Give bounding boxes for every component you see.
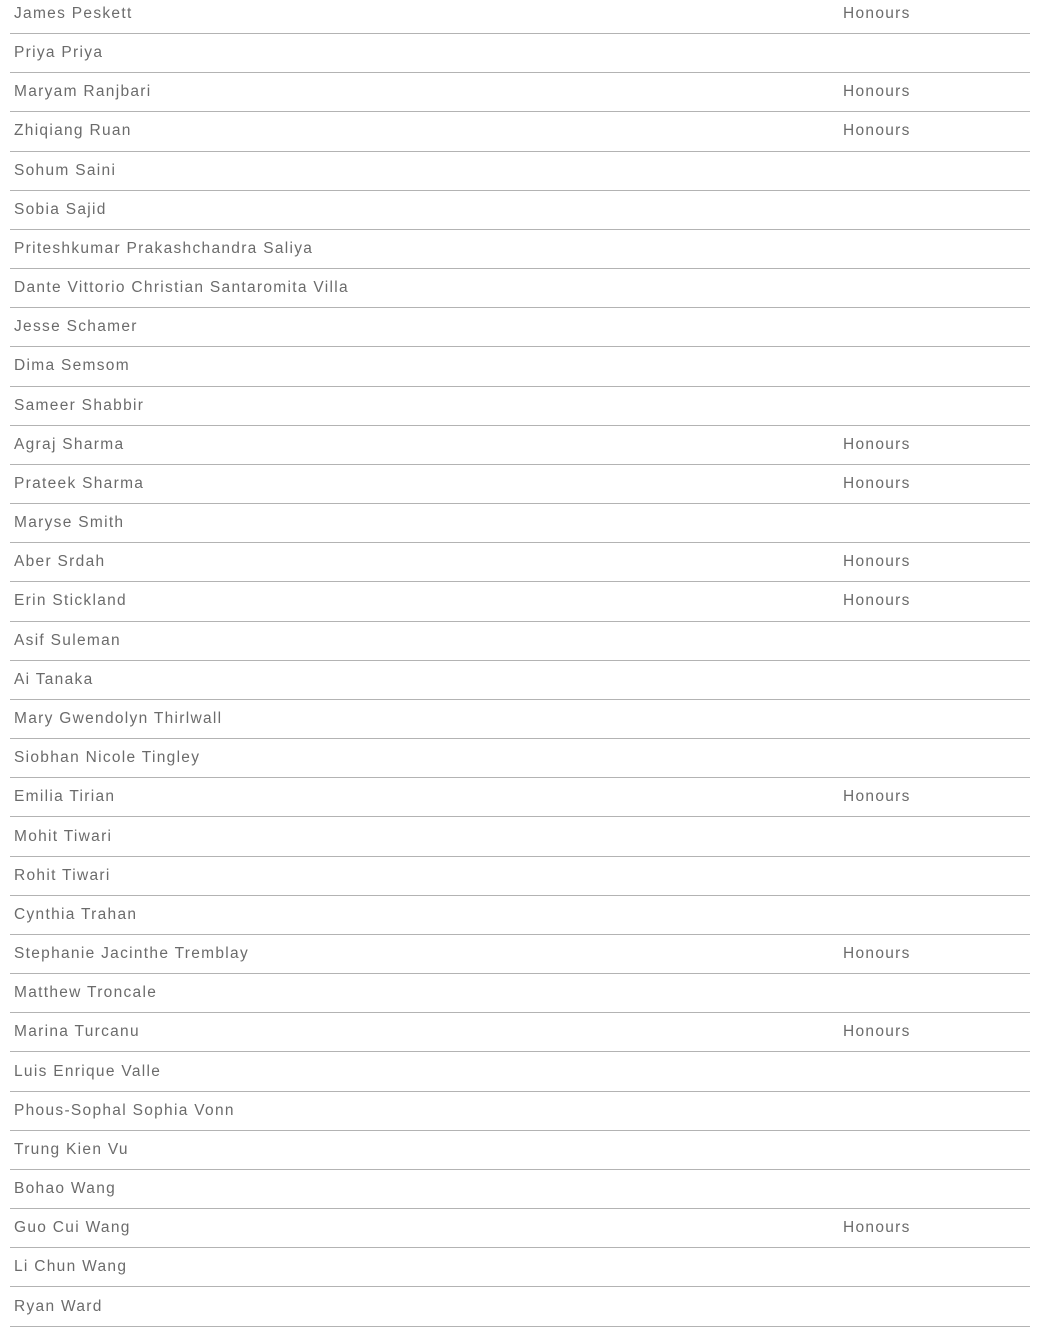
- person-name: Prateek Sharma: [14, 474, 145, 492]
- person-name: Phous-Sophal Sophia Vonn: [14, 1101, 235, 1119]
- student-row[interactable]: [10, 0, 1030, 34]
- person-name: Dante Vittorio Christian Santaromita Villa: [14, 279, 349, 297]
- person-name: Priteshkumar Prakashchandra Saliya: [14, 239, 314, 257]
- person-name: Siobhan Nicole Tingley: [14, 749, 201, 767]
- student-row[interactable]: [10, 700, 1030, 739]
- person-name: Jesse Schamer: [14, 318, 138, 336]
- student-row[interactable]: [10, 739, 1030, 778]
- honours-label: Honours: [843, 592, 911, 610]
- student-row[interactable]: [10, 817, 1030, 856]
- person-name: Sobia Sajid: [14, 200, 107, 218]
- person-name: Trung Kien Vu: [14, 1140, 129, 1158]
- student-row[interactable]: [10, 1248, 1030, 1287]
- student-row[interactable]: [10, 857, 1030, 896]
- student-row[interactable]: [10, 387, 1030, 426]
- student-row[interactable]: [10, 1052, 1030, 1091]
- person-name: Maryse Smith: [14, 514, 125, 532]
- honours-label: Honours: [843, 474, 911, 492]
- person-name: Luis Enrique Valle: [14, 1062, 162, 1080]
- person-name: Emilia Tirian: [14, 788, 116, 806]
- honours-label: Honours: [843, 1023, 911, 1041]
- student-row[interactable]: [10, 622, 1030, 661]
- student-row[interactable]: [10, 112, 1030, 151]
- honours-label: Honours: [843, 122, 911, 140]
- student-row[interactable]: [10, 191, 1030, 230]
- honours-label: Honours: [843, 788, 911, 806]
- person-name: Aber Srdah: [14, 553, 106, 571]
- person-name: Erin Stickland: [14, 592, 127, 610]
- student-row[interactable]: [10, 1170, 1030, 1209]
- person-name: Guo Cui Wang: [14, 1219, 131, 1237]
- person-name: Stephanie Jacinthe Tremblay: [14, 945, 249, 963]
- student-row[interactable]: [10, 34, 1030, 73]
- person-name: Maryam Ranjbari: [14, 83, 152, 101]
- person-name: Sameer Shabbir: [14, 396, 145, 414]
- student-list: [10, 0, 1030, 1327]
- student-row[interactable]: [10, 543, 1030, 582]
- student-row[interactable]: [10, 73, 1030, 112]
- person-name: Mohit Tiwari: [14, 827, 113, 845]
- person-name: Bohao Wang: [14, 1180, 117, 1198]
- student-row[interactable]: [10, 1287, 1030, 1326]
- honours-label: Honours: [843, 945, 911, 963]
- person-name: Agraj Sharma: [14, 435, 125, 453]
- person-name: Dima Semsom: [14, 357, 130, 375]
- student-row[interactable]: [10, 152, 1030, 191]
- person-name: Rohit Tiwari: [14, 866, 111, 884]
- person-name: Sohum Saini: [14, 161, 117, 179]
- student-row[interactable]: [10, 1209, 1030, 1248]
- person-name: Cynthia Trahan: [14, 905, 138, 923]
- honours-label: Honours: [843, 4, 911, 22]
- student-row[interactable]: [10, 1013, 1030, 1052]
- honours-label: Honours: [843, 83, 911, 101]
- student-row[interactable]: [10, 230, 1030, 269]
- person-name: Asif Suleman: [14, 631, 121, 649]
- student-row[interactable]: [10, 465, 1030, 504]
- person-name: Li Chun Wang: [14, 1258, 128, 1276]
- student-row[interactable]: [10, 1131, 1030, 1170]
- student-row[interactable]: [10, 896, 1030, 935]
- person-name: James Peskett: [14, 4, 133, 22]
- student-row[interactable]: [10, 661, 1030, 700]
- honours-label: Honours: [843, 553, 911, 571]
- student-row[interactable]: [10, 504, 1030, 543]
- student-row[interactable]: [10, 426, 1030, 465]
- student-row[interactable]: [10, 974, 1030, 1013]
- student-row[interactable]: [10, 935, 1030, 974]
- person-name: Ryan Ward: [14, 1297, 103, 1315]
- person-name: Ai Tanaka: [14, 670, 94, 688]
- honours-label: Honours: [843, 1219, 911, 1237]
- person-name: Marina Turcanu: [14, 1023, 140, 1041]
- student-row[interactable]: [10, 308, 1030, 347]
- student-row[interactable]: [10, 582, 1030, 621]
- student-row[interactable]: [10, 778, 1030, 817]
- person-name: Matthew Troncale: [14, 984, 158, 1002]
- person-name: Zhiqiang Ruan: [14, 122, 132, 140]
- honours-label: Honours: [843, 435, 911, 453]
- person-name: Mary Gwendolyn Thirlwall: [14, 709, 223, 727]
- student-row[interactable]: [10, 1092, 1030, 1131]
- person-name: Priya Priya: [14, 44, 104, 62]
- student-row[interactable]: [10, 347, 1030, 386]
- student-row[interactable]: [10, 269, 1030, 308]
